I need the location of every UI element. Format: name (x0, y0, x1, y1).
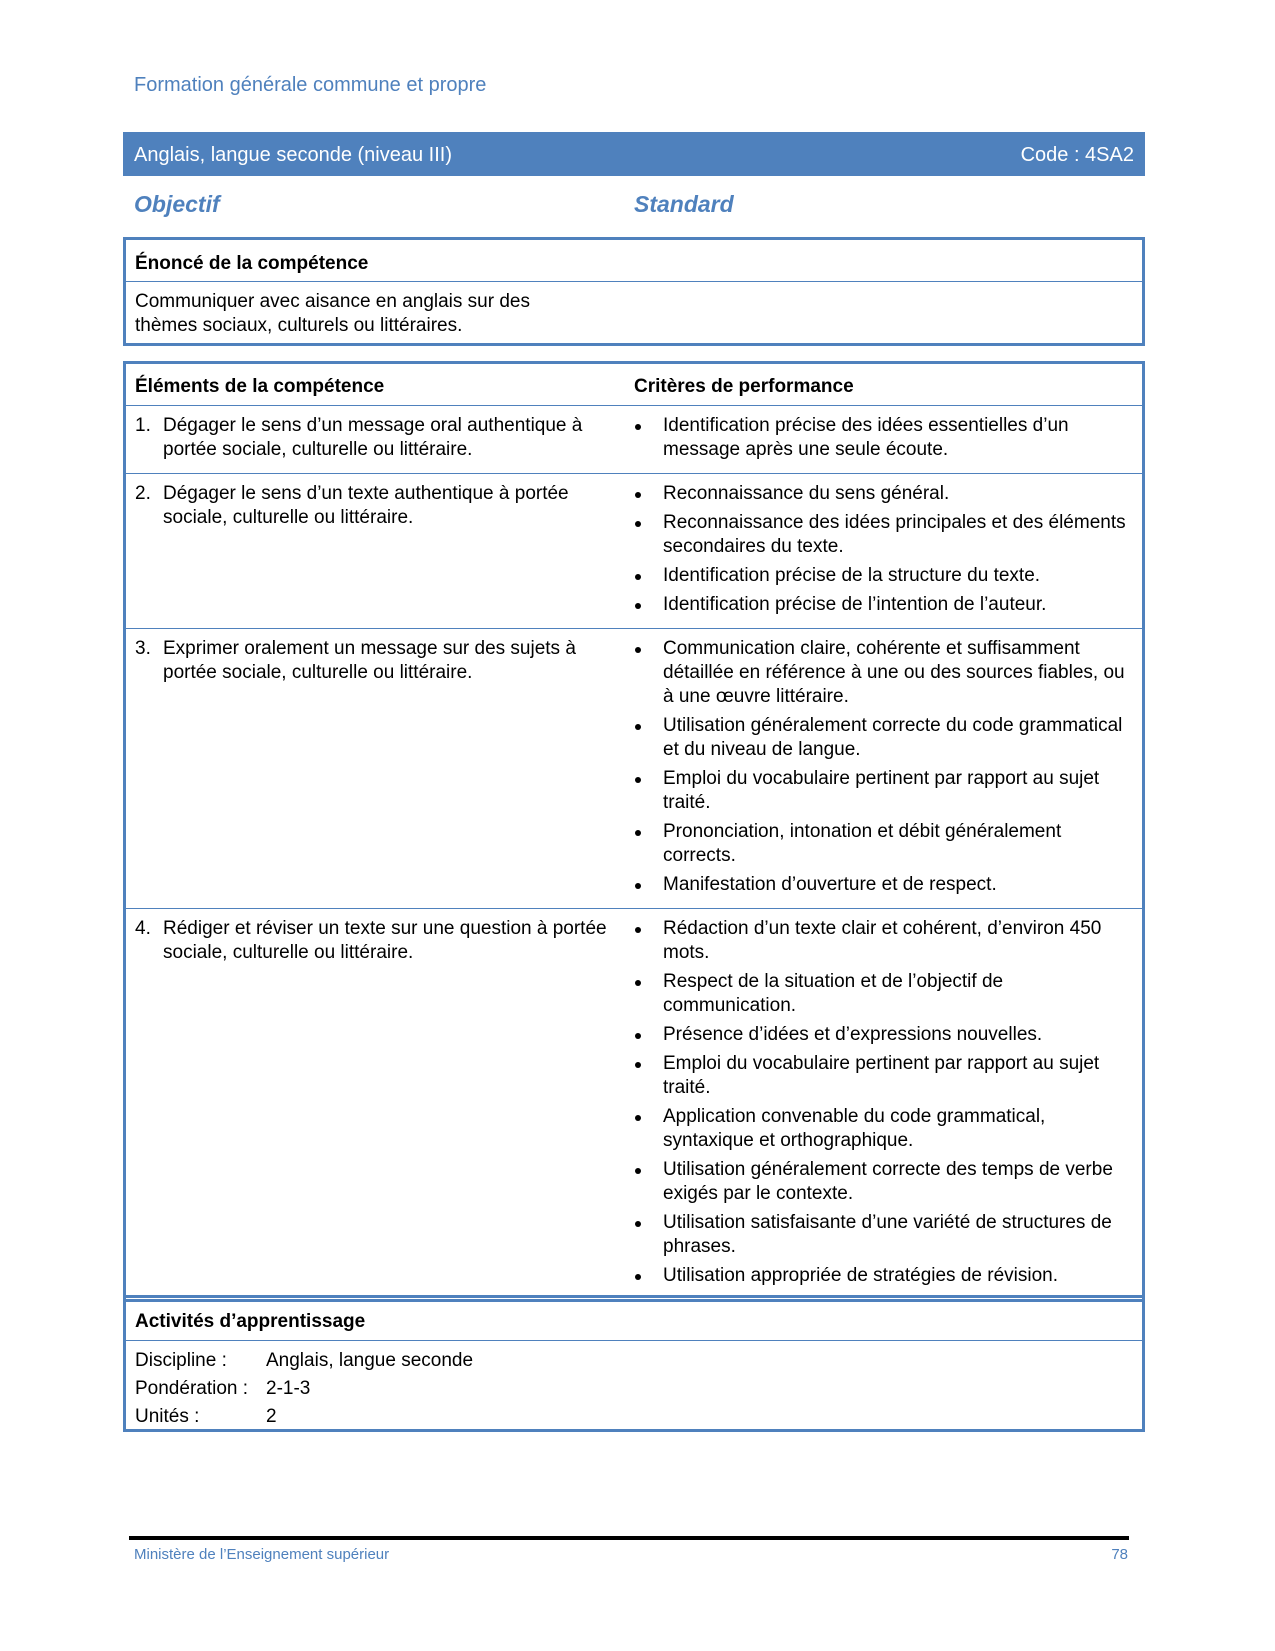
competence-table (123, 361, 1145, 1302)
table-row (125, 909, 1144, 1301)
activity-line (135, 1347, 1133, 1375)
element-cell (125, 474, 626, 629)
criterion-item: Identification précise de la structure du texte. (634, 564, 1133, 588)
activity-value: Anglais, langue seconde (266, 1350, 474, 1371)
criterion-item: Reconnaissance du sens général. (634, 482, 1133, 506)
criterion-item: Application convenable du code grammatical, syntaxique et orthographique. (634, 1105, 1133, 1153)
course-code: Code : 4SA2 (1020, 144, 1134, 166)
criteria-cell (625, 474, 1144, 629)
enonce-box (123, 237, 1145, 346)
footer-divider (129, 1536, 1129, 1540)
activity-label: Unités : (135, 1406, 200, 1427)
element-text: Rédiger et réviser un texte sur une question à portée sociale, culturelle ou littéraire. (163, 918, 607, 963)
activity-value: 2-1-3 (266, 1378, 311, 1399)
criterion-item: Présence d’idées et d’expressions nouvelles. (634, 1023, 1133, 1047)
element-cell (125, 629, 626, 909)
page-number: 78 (1111, 1546, 1128, 1563)
standard-heading: Standard (634, 191, 734, 217)
criterion-item: Respect de la situation et de l’objectif de communication. (634, 970, 1133, 1018)
table-row (125, 474, 1144, 629)
criteria-cell (625, 909, 1144, 1301)
enonce-title: Énoncé de la compétence (126, 240, 1142, 282)
criterion-item: Emploi du vocabulaire pertinent par rapport au sujet traité. (634, 767, 1133, 815)
criterion-item: Identification précise de l’intention de l’auteur. (634, 593, 1133, 617)
element-number: 3. (135, 638, 151, 659)
criterion-item: Rédaction d’un texte clair et cohérent, d’environ 450 mots. (634, 917, 1133, 965)
activity-label: Discipline : (135, 1350, 227, 1371)
enonce-text: Communiquer avec aisance en anglais sur des thèmes sociaux, culturels ou littéraires. (135, 291, 530, 336)
element-number: 1. (135, 415, 151, 436)
table-row (125, 629, 1144, 909)
footer-ministry: Ministère de l’Enseignement supérieur (134, 1546, 390, 1563)
criteria-cell (625, 629, 1144, 909)
criterion-item: Communication claire, cohérente et suffisamment détaillée en référence à une ou des sources fiables, ou à une œuvre littéraire. (634, 637, 1133, 709)
criterion-item: Emploi du vocabulaire pertinent par rapport au sujet traité. (634, 1052, 1133, 1100)
criterion-item: Identification précise des idées essentielles d’un message après une seule écoute. (634, 414, 1133, 462)
activities-box (123, 1295, 1145, 1432)
activity-value: 2 (266, 1406, 277, 1427)
activity-line (135, 1403, 1133, 1431)
page-header: Formation générale commune et propre (134, 74, 487, 96)
activity-label: Pondération : (135, 1378, 249, 1399)
objectif-heading: Objectif (134, 191, 220, 217)
elements-header: Éléments de la compétence (125, 363, 626, 406)
criterion-item: Manifestation d’ouverture et de respect. (634, 873, 1133, 897)
element-number: 4. (135, 918, 151, 939)
element-number: 2. (135, 483, 151, 504)
criterion-item: Reconnaissance des idées principales et des éléments secondaires du texte. (634, 511, 1133, 559)
criteria-header: Critères de performance (625, 363, 1144, 406)
activity-line (135, 1375, 1133, 1403)
criterion-item: Utilisation généralement correcte des temps de verbe exigés par le contexte. (634, 1158, 1133, 1206)
criterion-item: Utilisation appropriée de stratégies de révision. (634, 1264, 1133, 1288)
element-cell (125, 406, 626, 474)
element-cell (125, 909, 626, 1301)
course-title-bar (123, 132, 1145, 176)
criterion-item: Prononciation, intonation et débit généralement corrects. (634, 820, 1133, 868)
course-name: Anglais, langue seconde (niveau III) (134, 144, 452, 166)
element-text: Dégager le sens d’un message oral authentique à portée sociale, culturelle ou littéraire. (163, 415, 583, 460)
element-text: Exprimer oralement un message sur des sujets à portée sociale, culturelle ou littéraire. (163, 638, 576, 683)
element-text: Dégager le sens d’un texte authentique à portée sociale, culturelle ou littéraire. (163, 483, 569, 528)
criterion-item: Utilisation généralement correcte du code grammatical et du niveau de langue. (634, 714, 1133, 762)
criteria-cell (625, 406, 1144, 474)
activities-title: Activités d’apprentissage (126, 1298, 1142, 1341)
criterion-item: Utilisation satisfaisante d’une variété de structures de phrases. (634, 1211, 1133, 1259)
table-row (125, 406, 1144, 474)
